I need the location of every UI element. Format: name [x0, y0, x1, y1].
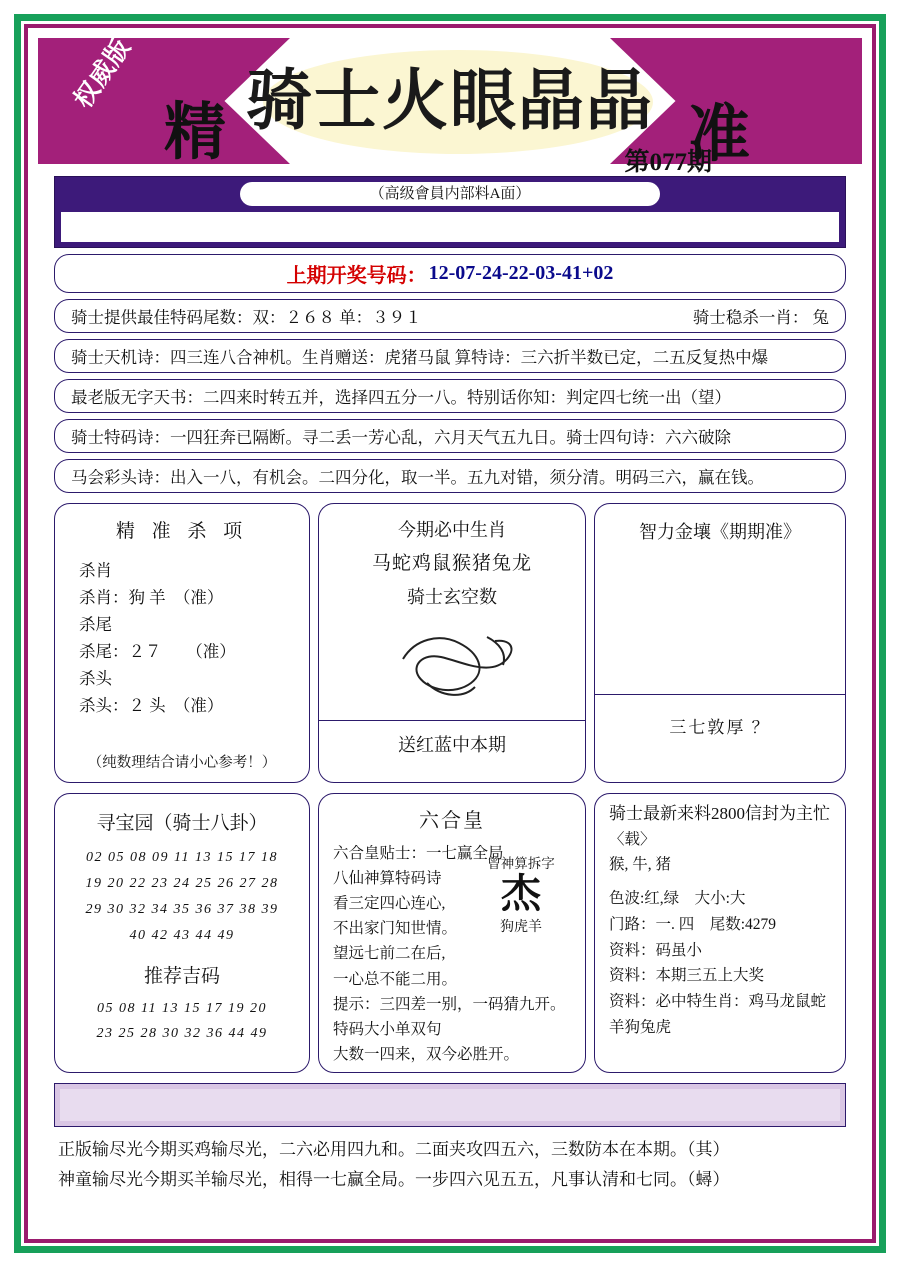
- latest-line: 门路：一. 四 尾数:4279: [609, 915, 777, 933]
- latest-line: 资料：码虽小: [609, 941, 703, 959]
- footer-line: 正版输尽光今期买鸡输尽光，二六必用四九和。二面夹攻四五六，三数防本在本期。（其）: [58, 1140, 730, 1159]
- zhili-jinrang-card: [594, 503, 846, 783]
- spacer: [609, 878, 831, 886]
- latest-line: 色波:红,绿 大小:大: [609, 890, 746, 908]
- issue-number: 第077期: [624, 149, 712, 176]
- kill-line: 杀尾: [79, 615, 112, 634]
- row-text: 骑士天机诗：四三连八合神机。生肖赠送：虎猪马鼠 算特诗：三六折半数已定，二五反复热中爆: [71, 348, 769, 367]
- row-text: 马会彩头诗：出入一八，有机会。二四分化，取一半。五九对错，须分清。明码三六，赢在钱。: [71, 468, 764, 487]
- latest-material-body: [609, 827, 831, 1041]
- masthead-right-char: 准: [687, 101, 750, 169]
- masthead-stamp: 权威版: [69, 33, 137, 114]
- treasure-number-row: 29 30 32 34 35 36 37 38 39: [85, 901, 279, 917]
- divination-label: 曾神算拆字: [487, 856, 555, 871]
- liuhe-line: 看三定四心连心,: [333, 895, 446, 913]
- info-row-special-poem: [54, 419, 846, 453]
- liuhe-line: 一心总不能二用。: [333, 970, 458, 988]
- kill-card-note: （纯数理结合请小心参考！）: [87, 755, 277, 771]
- recommended-number-row: 05 08 11 13 15 17 19 20: [97, 1000, 267, 1016]
- member-label: （高级會員内部料A面）: [240, 182, 660, 206]
- masthead-center-title: 骑士火眼晶晶: [246, 65, 654, 138]
- must-hit-zodiacs: 马蛇鸡鼠猴猪兔龙: [371, 553, 532, 574]
- info-row-tianji-poem: [54, 339, 846, 373]
- info-rows: [54, 254, 846, 493]
- kill-card-title: 精 准 杀 项: [115, 521, 249, 542]
- row-left-text: 骑士提供最佳特码尾数：双：２６８ 单：３９１: [71, 308, 422, 327]
- footer-text: [58, 1135, 842, 1195]
- kill-line: 杀肖: [79, 561, 112, 580]
- bottom-decorative-strip: [54, 1083, 846, 1127]
- lottery-label: 上期开奖号码：: [286, 265, 427, 287]
- banner-white-strip: [61, 212, 839, 242]
- masthead: [38, 32, 862, 176]
- lottery-numbers: 12-07-24-22-03-41+02: [428, 262, 614, 284]
- bottom-strip-inner: [60, 1089, 840, 1121]
- treasure-number-row: 02 05 08 09 11 13 15 17 18: [86, 850, 278, 865]
- masthead-left-char: 精: [164, 99, 227, 167]
- info-row-caitou-poem: [54, 459, 846, 493]
- footer-line: 神童输尽光今期买羊输尽光，相得一七赢全局。一步四六见五五，凡事认清和七同。（蟳）: [58, 1169, 730, 1189]
- must-hit-zodiac-card: [318, 503, 586, 783]
- xuankong-number-title: 骑士玄空数: [407, 587, 497, 607]
- liuhehuang-card: [318, 793, 586, 1073]
- character-divination-stamp: [475, 852, 567, 936]
- treasure-garden-card: [54, 793, 310, 1073]
- info-row-tail-numbers: [54, 299, 846, 333]
- kill-line: 杀尾：２７ （准）: [79, 642, 236, 661]
- zhili-jinrang-title: 智力金壤《期期准》: [639, 522, 801, 542]
- latest-line: 猴, 牛, 猪: [609, 856, 672, 874]
- liuhe-line: 大数一四来，双今必胜开。: [333, 1045, 520, 1063]
- kill-line: 杀头：２ 头 （准）: [79, 696, 224, 715]
- row-right-text: 骑士稳杀一肖： 兔: [692, 308, 829, 327]
- liuhe-line: 特码大小单双句: [333, 1020, 442, 1038]
- treasure-number-row: 40 42 43 44 49: [129, 927, 235, 943]
- liuhe-line: 不出家门知世情。: [333, 920, 458, 938]
- lottery-result-row: [54, 254, 846, 293]
- must-hit-title: 今期必中生肖: [398, 520, 506, 540]
- kill-line: 杀头: [79, 669, 112, 688]
- treasure-number-row: 19 20 22 23 24 25 26 27 28: [85, 875, 279, 891]
- latest-material-title: 骑士最新来料2800信封为主忙: [609, 804, 830, 823]
- kill-card: [54, 503, 310, 783]
- divination-zodiacs: 狗虎羊: [500, 920, 542, 935]
- divination-character: 杰: [501, 871, 541, 916]
- kill-line: 杀肖：狗 羊 （准）: [79, 588, 224, 607]
- latest-line: 资料：本期三五上大奖: [609, 967, 765, 985]
- liuhe-line: 八仙神算特码诗: [333, 870, 442, 888]
- middle-panels: [54, 503, 846, 783]
- lower-panels: [54, 793, 846, 1073]
- liuhe-line: 提示：三四差一别，一码猜九开。: [333, 995, 566, 1013]
- recommended-number-row: 23 25 28 30 32 36 44 49: [96, 1026, 268, 1042]
- sanqi-dunhou-text: 三七敦厚 ？: [669, 718, 771, 737]
- treasure-number-grid: [67, 845, 297, 949]
- page-content: [32, 30, 868, 1237]
- info-row-wuzi-tianshu: [54, 379, 846, 413]
- send-red-blue-text: 送红蓝中本期: [398, 735, 506, 755]
- mid-card-divider: [319, 720, 585, 721]
- handwritten-scribble-icon: [333, 613, 571, 714]
- latest-line: 〈载〉: [609, 830, 656, 848]
- liuhe-line: 六合皇贴士：一七赢全局: [333, 845, 504, 862]
- row-text: 骑士特码诗：一四狂奔已隔断。寻二丢一芳心乱，六月天气五九日。骑士四句诗：六六破除: [71, 428, 731, 447]
- recommended-number-grid: [67, 996, 297, 1048]
- row-text: 最老版无字天书：二四来时转五并，选择四五分一八。特别话你知：判定四七统一出（望）: [71, 388, 731, 407]
- liuhe-line: 望远七前二在后,: [333, 945, 446, 963]
- recommended-numbers-title: 推荐吉码: [143, 965, 220, 987]
- latest-line: 资料：必中特生肖：鸡马龙鼠蛇羊狗兔虎: [609, 992, 827, 1036]
- right-card-divider: [595, 694, 845, 695]
- member-banner: [54, 176, 846, 248]
- treasure-garden-title: 寻宝园（骑士八卦）: [96, 813, 268, 834]
- liuhehuang-title: 六合皇: [419, 810, 485, 832]
- latest-material-card: [594, 793, 846, 1073]
